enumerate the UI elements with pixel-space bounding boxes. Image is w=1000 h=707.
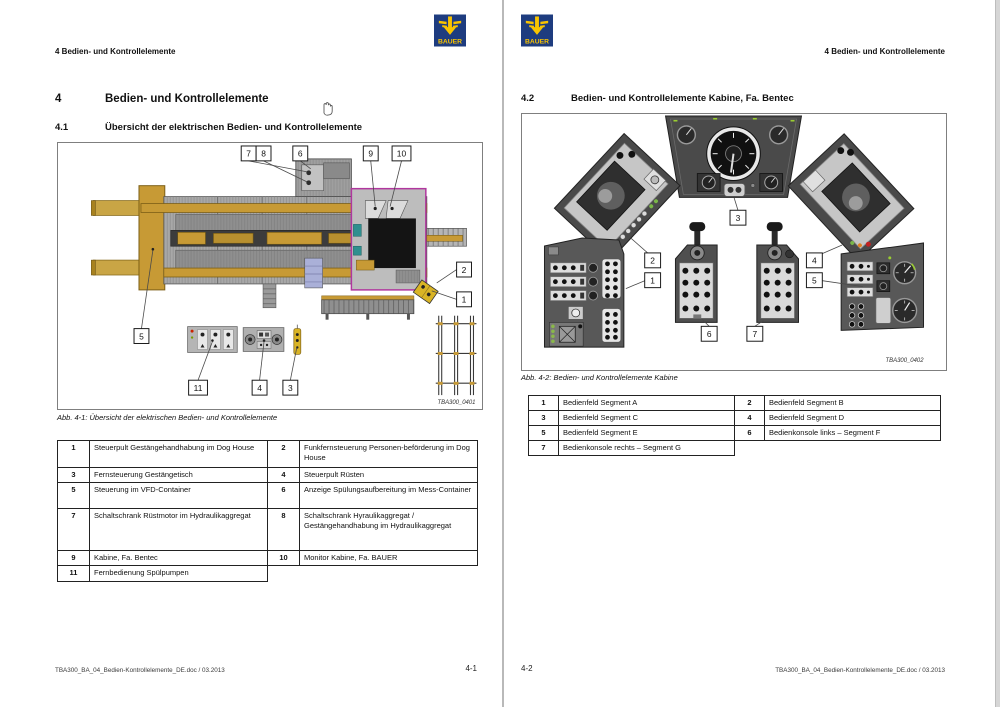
violet-module [305, 258, 323, 288]
subheading-number: 4.1 [55, 122, 69, 133]
page-divider [502, 0, 504, 707]
callout-6 [701, 326, 717, 341]
legend-text: Bedienfeld Segment A [559, 396, 735, 411]
legend-num: 9 [58, 551, 90, 566]
svg-text:8: 8 [261, 148, 266, 159]
heading-number: 4 [55, 93, 62, 105]
legend-num: 1 [529, 396, 559, 411]
svg-text:6: 6 [706, 329, 712, 340]
svg-text:10: 10 [396, 148, 407, 159]
callout-2 [457, 262, 472, 277]
svg-text:3: 3 [288, 382, 293, 393]
bauer-logo [521, 14, 553, 47]
segment-panel-right [841, 243, 923, 330]
legend-num: 11 [58, 566, 90, 582]
callout-6 [293, 146, 308, 161]
svg-text:4: 4 [812, 255, 817, 266]
legend-text: Kabine, Fa. Bentec [90, 551, 268, 566]
joystick-console-left [675, 222, 717, 322]
callout-2 [645, 253, 661, 268]
figure-4-1 [57, 142, 483, 410]
left-running-header: 4 Bedien- und Kontrollelemente [55, 47, 176, 56]
vfd-container [139, 186, 165, 290]
figure-4-2-caption: Abb. 4-2: Bedien- und Kontrollelemente Kabine [521, 373, 678, 382]
legend-num: 2 [268, 441, 300, 468]
crawler-forks [91, 201, 141, 275]
svg-text:2: 2 [650, 255, 655, 266]
legend-text: Anzeige Spülungsaufbereitung im Mess-Container [300, 483, 478, 509]
dog-house-section [351, 189, 425, 290]
right-footer-doc: TBA300_BA_04_Bedien-Kontrollelemente_DE.doc / 03.2013 [775, 667, 945, 674]
callout-3 [730, 210, 746, 225]
left-footer-page: 4-1 [465, 664, 477, 673]
segment-panel-left [544, 238, 623, 347]
svg-text:5: 5 [812, 275, 817, 286]
legend-text: Bedienfeld Segment B [765, 396, 941, 411]
callout-7 [747, 326, 763, 341]
legend-num: 4 [268, 468, 300, 483]
hand-cursor-icon [320, 100, 335, 117]
legend-num: 5 [58, 483, 90, 509]
legend-num: 4 [735, 411, 765, 426]
svg-text:9: 9 [368, 148, 374, 159]
window-edge [995, 0, 1000, 707]
subheading-title: Übersicht der elektrischen Bedien- und Kontrollelemente [105, 122, 363, 133]
callout-1 [645, 273, 661, 288]
legend-num: 2 [735, 396, 765, 411]
legend-empty-cell [300, 566, 478, 582]
heading-title: Bedien- und Kontrollelemente [105, 93, 269, 105]
logo-wordmark: BAUER [524, 38, 550, 46]
figure-4-2-drawing [522, 114, 946, 370]
svg-text:6: 6 [297, 148, 303, 159]
svg-text:11: 11 [193, 382, 203, 393]
legend-text: Fernsteuerung Gestängetisch [90, 468, 268, 483]
legend-num: 1 [58, 441, 90, 468]
figure-4-2 [521, 113, 947, 371]
legend-num: 6 [735, 426, 765, 441]
right-running-header: 4 Bedien- und Kontrollelemente [824, 47, 945, 56]
legend-text: Bedienkonsole rechts – Segment G [559, 441, 735, 456]
legend-text: Steuerung im VFD-Container [90, 483, 268, 509]
figure-4-1-caption: Abb. 4-1: Übersicht der elektrischen Bedien- und Kontrollelemente [57, 413, 278, 422]
svg-text:7: 7 [752, 329, 758, 340]
left-square-gauge [697, 174, 720, 192]
legend-num: 10 [268, 551, 300, 566]
logo-wordmark: BAUER [437, 38, 463, 46]
legend-text: Bedienfeld Segment E [559, 426, 735, 441]
callout-4 [252, 380, 267, 395]
callout-3 [283, 380, 298, 395]
svg-text:2: 2 [461, 264, 467, 275]
callout-9 [363, 146, 378, 161]
figure-label: TBA300_0402 [885, 358, 924, 365]
catwalk [322, 296, 414, 320]
subheading-number: 4.2 [521, 93, 535, 104]
figure-label: TBA300_0401 [437, 400, 476, 407]
callout-11 [189, 380, 208, 395]
bauer-logo [434, 14, 466, 47]
legend-num: 5 [529, 426, 559, 441]
legend-num: 6 [268, 483, 300, 509]
callout-1 [457, 292, 472, 307]
stairs [263, 284, 276, 308]
svg-text:4: 4 [257, 382, 262, 393]
legend-text: Schaltschrank Hyraulikaggregat / Gestängehandhabung im Hydraulikaggregat [300, 509, 478, 551]
legend-text: Bedienfeld Segment D [765, 411, 941, 426]
svg-text:5: 5 [139, 331, 144, 342]
pipe-rack [436, 316, 477, 395]
callout-8 [256, 146, 271, 161]
legend-text: Schaltschrank Rüstmotor im Hydraulikaggregat [90, 509, 268, 551]
legend-text: Funkfernsteuerung Personen-beförderung im Dog House [300, 441, 478, 468]
right-page [505, 0, 996, 707]
right-square-gauge [760, 174, 783, 192]
joystick-console-right [757, 222, 799, 322]
legend-text: Bedienfeld Segment C [559, 411, 735, 426]
figure-4-1-drawing [58, 143, 482, 409]
legend-table-4-1 [57, 440, 478, 582]
subheading-title: Bedien- und Kontrollelemente Kabine, Fa. Bentec [571, 93, 794, 104]
legend-text: Bedienkonsole links – Segment F [765, 426, 941, 441]
legend-num: 3 [529, 411, 559, 426]
legend-num: 7 [58, 509, 90, 551]
hydraulic-aggregate-cabinets [296, 159, 352, 197]
callout-5 [806, 273, 822, 288]
callout-5 [134, 329, 149, 344]
svg-text:3: 3 [735, 212, 741, 223]
pipe-feeder-arm [427, 228, 467, 246]
center-module [724, 183, 745, 196]
legend-text: Steuerpult Rüsten [300, 468, 478, 483]
callout-10 [392, 146, 411, 161]
right-footer-page: 4-2 [521, 664, 533, 673]
main-gauge [707, 127, 761, 181]
legend-text: Steuerpult Gestängehandhabung im Dog House [90, 441, 268, 468]
legend-empty-cell [735, 441, 765, 456]
svg-text:1: 1 [461, 294, 467, 305]
callout-7 [241, 146, 256, 161]
legend-text: Monitor Kabine, Fa. BAUER [300, 551, 478, 566]
legend-empty-cell [268, 566, 300, 582]
legend-num: 3 [58, 468, 90, 483]
legend-table-4-2 [528, 395, 941, 456]
legend-num: 7 [529, 441, 559, 456]
legend-num: 8 [268, 509, 300, 551]
svg-text:7: 7 [246, 148, 252, 159]
right-display-panel [788, 134, 914, 261]
left-footer-doc: TBA300_BA_04_Bedien-Kontrollelemente_DE.doc / 03.2013 [55, 667, 225, 674]
legend-text: Fernbedienung Spülpumpen [90, 566, 268, 582]
svg-text:1: 1 [650, 275, 655, 286]
left-small-gauge [677, 126, 695, 144]
remote-3 [294, 325, 301, 355]
legend-empty-cell [765, 441, 941, 456]
center-gauge-panel [666, 116, 802, 197]
callout-4 [806, 253, 822, 268]
